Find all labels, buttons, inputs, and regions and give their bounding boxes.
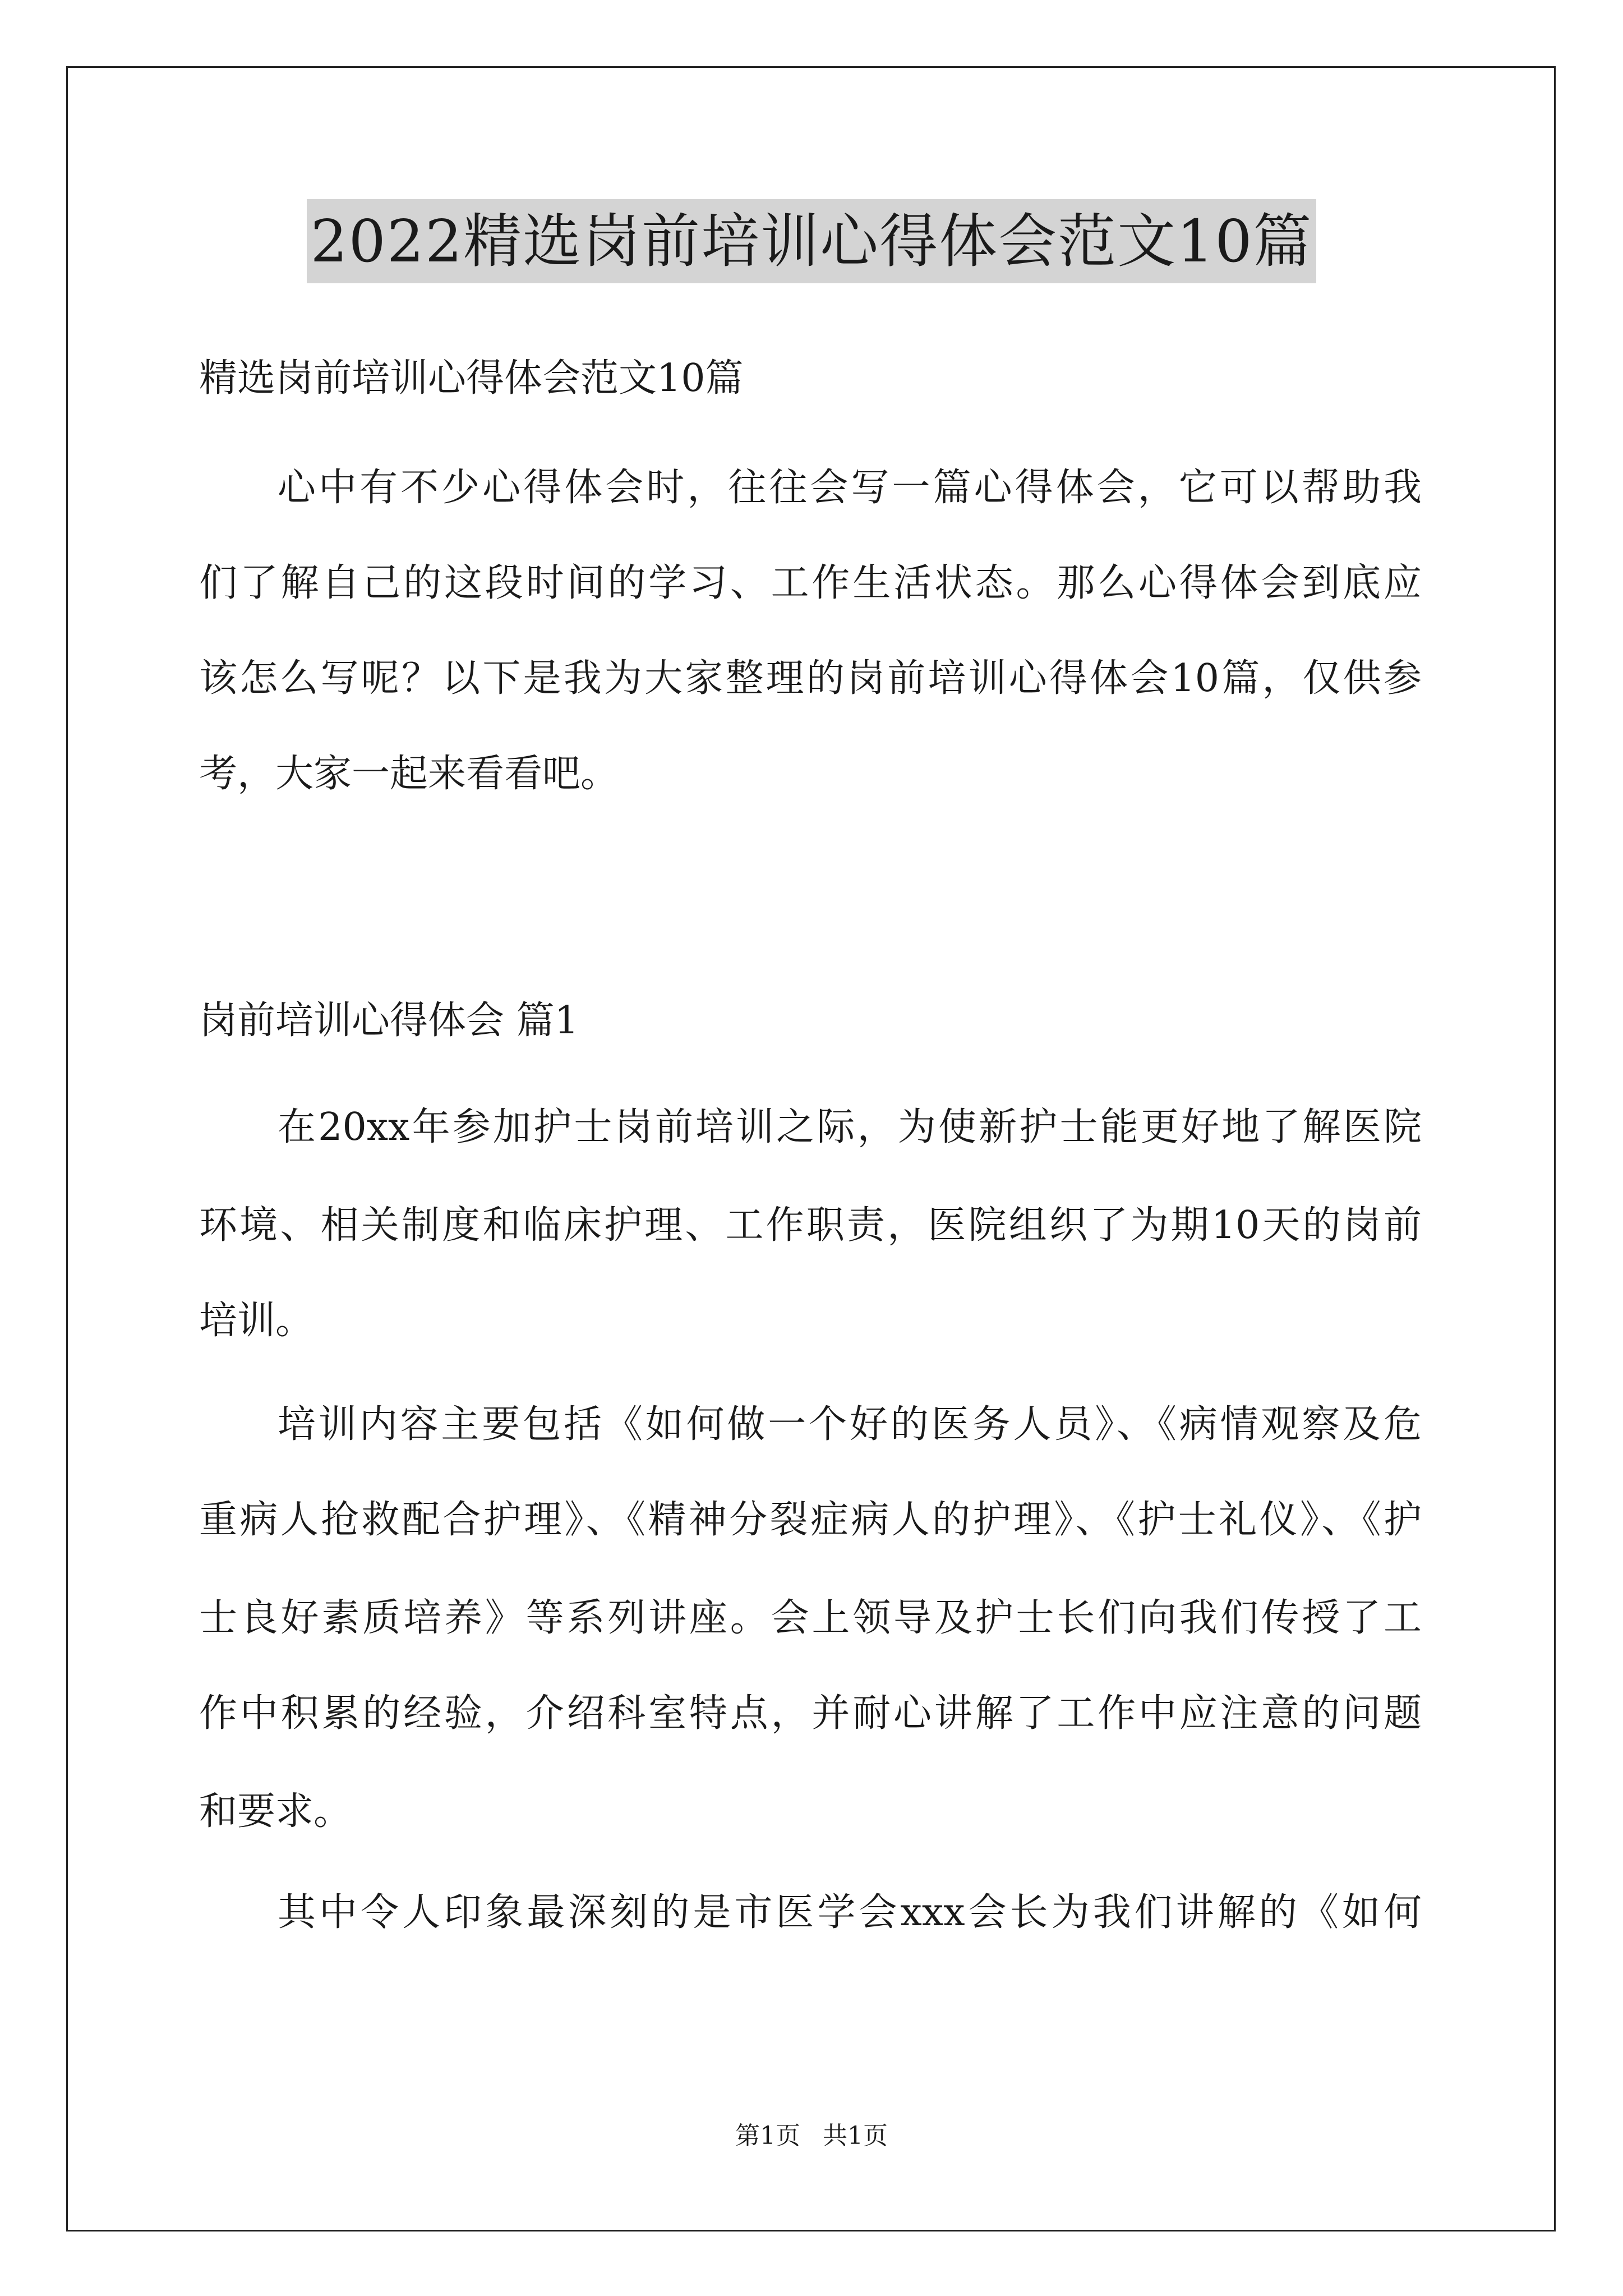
- page-number-total: 共1页: [823, 2122, 888, 2150]
- para1-line-3: 培训。: [199, 1299, 314, 1343]
- page-footer: [0, 2119, 1623, 2153]
- para2-line-5: 和要求。: [199, 1789, 352, 1834]
- section-heading: 岗前培训心得体会 篇1: [199, 999, 579, 1043]
- para2-line-1: 培训内容主要包括《如何做一个好的医务人员》、《病情观察及危: [278, 1402, 1422, 1447]
- page-number-current: 第1页: [735, 2122, 800, 2150]
- document-title: 2022精选岗前培训心得体会范文10篇: [307, 199, 1316, 283]
- intro-line-1: 心中有不少心得体会时，往往会写一篇心得体会，它可以帮助我: [278, 466, 1422, 510]
- para2-line-3: 士良好素质培养》等系列讲座。会上领导及护士长们向我们传授了工: [199, 1596, 1422, 1640]
- para3-line-1: 其中令人印象最深刻的是市医学会xxx会长为我们讲解的《如何: [278, 1890, 1422, 1935]
- para2-line-2: 重病人抢救配合护理》、《精神分裂症病人的护理》、《护士礼仪》、《护: [199, 1498, 1422, 1542]
- intro-line-4: 考，大家一起来看看吧。: [199, 752, 619, 796]
- para1-line-1: 在20xx年参加护士岗前培训之际，为使新护士能更好地了解医院: [278, 1105, 1422, 1149]
- document-subtitle: 精选岗前培训心得体会范文10篇: [199, 356, 744, 401]
- para1-line-2: 环境、相关制度和临床护理、工作职责，医院组织了为期10天的岗前: [199, 1203, 1422, 1248]
- title-container: [0, 199, 1623, 283]
- intro-line-2: 们了解自己的这段时间的学习、工作生活状态。那么心得体会到底应: [199, 561, 1422, 605]
- intro-line-3: 该怎么写呢？以下是我为大家整理的岗前培训心得体会10篇，仅供参: [199, 656, 1422, 701]
- para2-line-4: 作中积累的经验，介绍科室特点，并耐心讲解了工作中应注意的问题: [199, 1691, 1422, 1736]
